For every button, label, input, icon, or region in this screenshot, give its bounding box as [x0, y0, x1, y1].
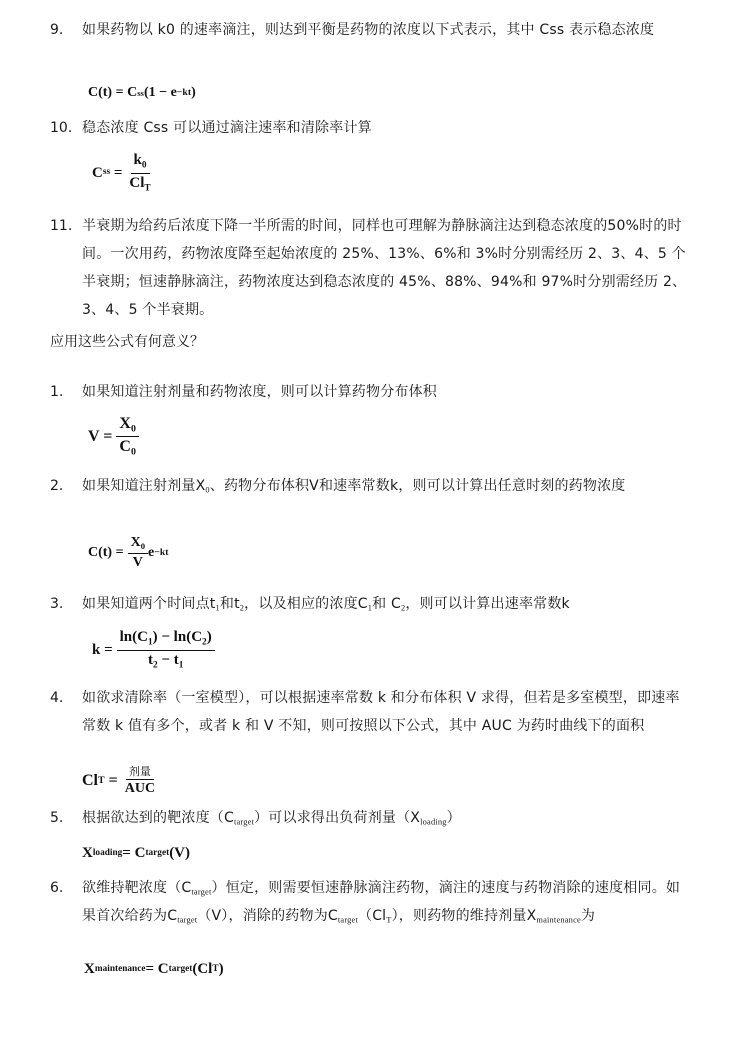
list-item-2	[50, 472, 690, 500]
formula-concentration-infusion: C(t) = C ss (1 − e −kt )	[88, 85, 196, 100]
item-number: 6.	[50, 880, 64, 896]
list-item-4	[50, 684, 690, 740]
item-text: 如果知道注射剂量X0、药物分布体积V和速率常数k，则可以计算出任意时刻的药物浓度	[82, 478, 626, 495]
section-question: 应用这些公式有何意义？	[50, 334, 204, 350]
list-item-10	[50, 114, 690, 142]
item-text: 根据欲达到的靶浓度（Ctarget）可以求得出负荷剂量（Xloading）	[82, 810, 461, 827]
item-number: 1.	[50, 384, 64, 400]
item-number: 3.	[50, 596, 64, 612]
list-item-11	[50, 212, 690, 324]
list-item-3	[50, 590, 690, 618]
item-number: 9.	[50, 22, 64, 38]
item-text: 欲维持靶浓度（Ctarget）恒定，则需要恒速静脉滴注药物，滴注的速度与药物消除的速度相同。如果首次给药为Ctarget（V），消除的药物为Ctarget（ClT），则药物的维持剂量Xmaintenance为	[82, 880, 681, 925]
list-item-9	[50, 16, 690, 44]
formula-volume: V = $\frac{X_0}{C_0}$	[88, 416, 139, 458]
item-text: 如果药物以 k0 的速率滴注，则达到平衡是药物的浓度以下式表示，其中 Css 表示稳态浓度	[82, 22, 655, 38]
item-text: 如欲求清除率（一室模型），可以根据速率常数 k 和分布体积 V 求得，但若是多室模型，即速率常数 k 值有多个，或者 k 和 V 不知，则可按照以下公式，其中 AUC 为药时曲线下的面积	[82, 690, 680, 734]
item-number: 5.	[50, 810, 64, 826]
item-number: 4.	[50, 690, 64, 706]
list-item-6	[50, 874, 690, 930]
formula-maintenance-dose: X maintenance = C target (Cl T )	[84, 961, 224, 977]
formula-clearance: Cl T = $\frac{\text{剂量}}{\text{AUC}}$	[82, 765, 156, 796]
formula-rate-constant: k = $\frac{\ln(C_1) - \ln(C_2)}{t_2 - t_1}$	[92, 630, 215, 670]
formula-loading-dose: X loading = C target (V)	[82, 845, 191, 861]
formula-steady-state: C ss = $\frac{k_0}{Cl_T}$	[92, 152, 151, 193]
item-number: 2.	[50, 478, 64, 494]
item-text: 如果知道两个时间点t1和t2，以及相应的浓度C1和 C2，则可以计算出速率常数k	[82, 596, 570, 613]
item-text: 稳态浓度 Css 可以通过滴注速率和清除率计算	[82, 120, 372, 136]
item-number: 11.	[50, 218, 73, 234]
list-item-5	[50, 804, 690, 832]
item-text: 如果知道注射剂量和药物浓度，则可以计算药物分布体积	[82, 384, 437, 400]
item-number: 10.	[50, 120, 73, 136]
item-text: 半衰期为给药后浓度下降一半所需的时间，同样也可理解为静脉滴注达到稳态浓度的50%时的时间。一次用药，药物浓度降至起始浓度的 25%、13%、6%和 3%时分别需经历 2、3、4、5 个半衰期；恒速静脉滴注，药物浓度达到稳态浓度的 45%、88%、94%和 97%时分别需经历 2、3、4、5 个半衰期。	[82, 218, 687, 318]
list-item-1	[50, 378, 690, 406]
formula-concentration-time: C(t) = $\frac{X_0}{V}$ e −kt	[88, 535, 169, 570]
